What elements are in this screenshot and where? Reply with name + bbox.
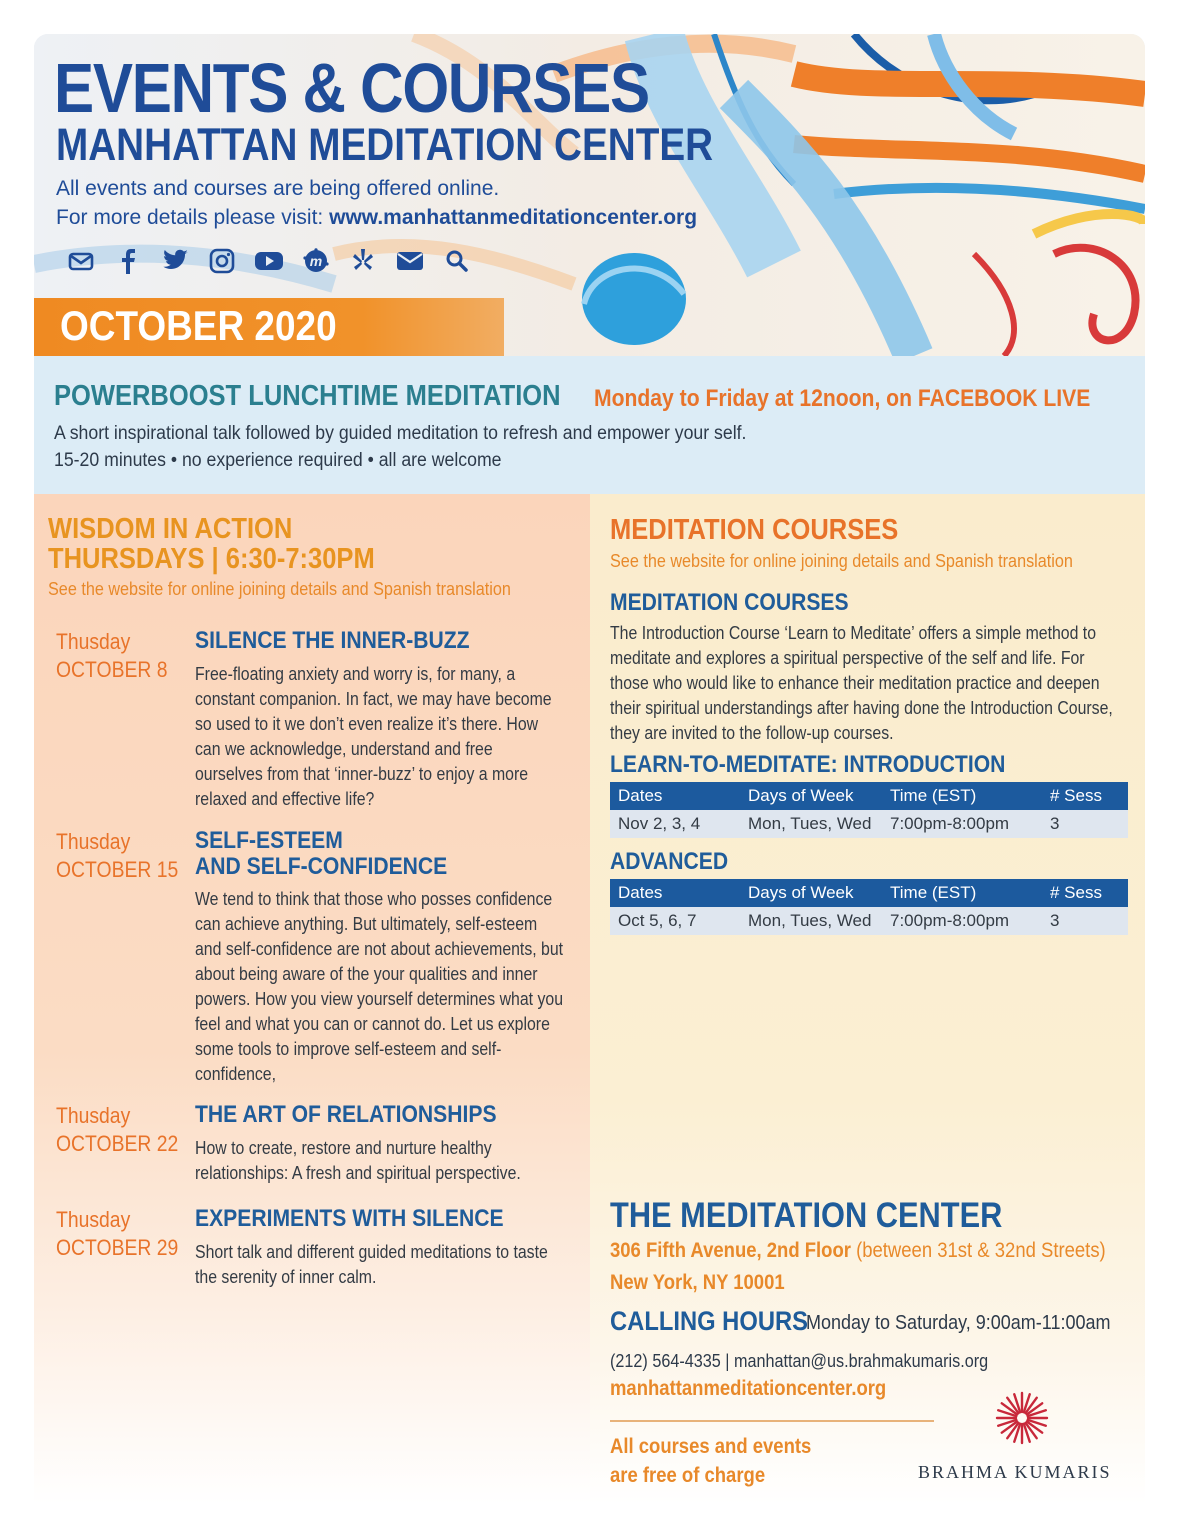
table-header: Dates: [618, 883, 663, 902]
visit-prefix: For more details please visit:: [56, 206, 330, 229]
center-title: THE MEDITATION CENTER: [610, 1196, 1003, 1235]
page-title: EVENTS & COURSES: [54, 49, 649, 127]
advanced-course-table: [610, 879, 1128, 935]
table-cell: Nov 2, 3, 4: [618, 814, 701, 833]
youtube-icon[interactable]: [254, 246, 284, 276]
table-cell: Mon, Tues, Wed: [748, 814, 872, 833]
month-label: OCTOBER 2020: [60, 302, 337, 349]
table-header-row: [610, 879, 1128, 907]
event-date: [56, 628, 168, 684]
divider: [610, 1420, 934, 1422]
table-cell: 3: [1050, 911, 1060, 930]
table-header: Days of Week: [748, 786, 854, 805]
wisdom-title: [48, 514, 375, 574]
event-date-label: OCTOBER 22: [56, 1131, 179, 1156]
center-address: [610, 1239, 1106, 1263]
page-subtitle: MANHATTAN MEDITATION CENTER: [56, 119, 714, 170]
intro-course-table: [610, 782, 1128, 838]
wisdom-in-action-column: [34, 494, 590, 1504]
social-icons: [66, 246, 472, 276]
event-day: Thusday: [56, 629, 131, 654]
table-header: Days of Week: [748, 883, 854, 902]
event-title-line2: AND SELF-CONFIDENCE: [195, 853, 448, 880]
table-header: # Sess: [1050, 786, 1102, 805]
meetup-icon[interactable]: [301, 246, 331, 276]
calling-hours-label: CALLING HOURS: [610, 1306, 808, 1336]
courses-description: The Introduction Course ‘Learn to Meditate’ offers a simple method to meditate and explores a spiritual perspective of the self and life. For those who would like to enhance their meditation practice and deepen their spiritual understandings after having done the Introduction Course, they are invited to the follow-up courses.: [610, 623, 1113, 743]
table-cell: 7:00pm-8:00pm: [890, 814, 1010, 833]
center-city: New York, NY 10001: [610, 1271, 785, 1294]
event-date-label: OCTOBER 8: [56, 657, 168, 682]
event-day: Thusday: [56, 1207, 131, 1232]
table-row: [610, 810, 1128, 838]
website-link[interactable]: manhattanmeditationcenter.org: [610, 1377, 887, 1400]
powerboost-title: POWERBOOST LUNCHTIME MEDITATION: [54, 380, 561, 412]
courses-title: MEDITATION COURSES: [610, 514, 899, 546]
header-banner: [34, 34, 1145, 356]
visit-line: [56, 206, 697, 230]
wisdom-note: See the website for online joining details and Spanish translation: [48, 579, 511, 599]
contact-info[interactable]: (212) 564-4335 | manhattan@us.brahmakumaris.org: [610, 1351, 989, 1371]
event-description: We tend to think that those who posses confidence can achieve anything. But ultimately, self-esteem and self-confidence are not about achievements, but about being aware of the your qualities and inner powers. How you view yourself determines what you feel and what you can or cannot do. Let us explore some tools to improve self-esteem and self-confidence,: [195, 889, 564, 1084]
powerboost-section: [34, 356, 1145, 494]
free-of-charge-note: [610, 1432, 811, 1490]
instagram-icon[interactable]: [207, 246, 237, 276]
event-title: EXPERIMENTS WITH SILENCE: [195, 1205, 504, 1232]
street-address: 306 Fifth Avenue, 2nd Floor: [610, 1239, 851, 1262]
event-date: [56, 1102, 178, 1158]
table-header: # Sess: [1050, 883, 1102, 902]
brahma-kumaris-logo-icon: [994, 1390, 1050, 1446]
powerboost-details: 15-20 minutes • no experience required • all are welcome: [54, 450, 502, 471]
table-header: Dates: [618, 786, 663, 805]
event-title: [195, 828, 447, 880]
event-day: Thusday: [56, 1103, 131, 1128]
event-date-label: OCTOBER 29: [56, 1235, 179, 1260]
yelp-icon[interactable]: [348, 246, 378, 276]
wisdom-title-line1: WISDOM IN ACTION: [48, 513, 293, 545]
online-note: All events and courses are being offered online.: [56, 177, 500, 200]
powerboost-schedule: Monday to Friday at 12noon, on FACEBOOK LIVE: [594, 385, 1091, 412]
courses-note: See the website for online joining details and Spanish translation: [610, 551, 1073, 571]
event-day: Thusday: [56, 829, 131, 854]
website-link[interactable]: www.manhattanmeditationcenter.org: [329, 206, 698, 229]
mail-icon[interactable]: [395, 246, 425, 276]
table-row: [610, 907, 1128, 935]
wisdom-title-line2: THURSDAYS | 6:30-7:30PM: [48, 543, 375, 575]
event-title-line1: SELF-ESTEEM: [195, 827, 343, 854]
search-icon[interactable]: [442, 246, 472, 276]
event-description: Free-floating anxiety and worry is, for many, a constant companion. In fact, we may have become so used to it we don’t even realize it’s there. How can we acknowledge, understand and free ourselves from that ‘inner-buzz’ to enjoy a more relaxed and effective life?: [195, 664, 552, 809]
table-header-row: [610, 782, 1128, 810]
free-note-line2: are free of charge: [610, 1464, 766, 1487]
courses-subtitle: MEDITATION COURSES: [610, 589, 849, 616]
table-cell: 7:00pm-8:00pm: [890, 911, 1010, 930]
table-cell: Oct 5, 6, 7: [618, 911, 697, 930]
address-note: (between 31st & 32nd Streets): [850, 1239, 1106, 1262]
table-header: Time (EST): [890, 883, 977, 902]
event-date: [56, 828, 178, 884]
event-title: THE ART OF RELATIONSHIPS: [195, 1101, 497, 1128]
free-note-line1: All courses and events: [610, 1435, 812, 1458]
email-icon[interactable]: [66, 246, 96, 276]
event-date: [56, 1206, 178, 1262]
event-title: SILENCE THE INNER-BUZZ: [195, 627, 470, 654]
facebook-icon[interactable]: [113, 246, 143, 276]
table-cell: Mon, Tues, Wed: [748, 911, 872, 930]
svg-text:m: m: [309, 253, 323, 269]
twitter-icon[interactable]: [160, 246, 190, 276]
calling-hours-value: Monday to Saturday, 9:00am-11:00am: [806, 1312, 1111, 1334]
advanced-course-title: ADVANCED: [610, 848, 729, 875]
event-description: How to create, restore and nurture healthy relationships: A fresh and spiritual perspective.: [195, 1138, 521, 1183]
courses-column: [590, 494, 1145, 1504]
table-cell: 3: [1050, 814, 1060, 833]
intro-course-title: LEARN-TO-MEDITATE: INTRODUCTION: [610, 751, 1006, 778]
powerboost-description: A short inspirational talk followed by guided meditation to refresh and empower your self.: [54, 423, 747, 444]
table-header: Time (EST): [890, 786, 977, 805]
organization-name: BRAHMA KUMARIS: [918, 1462, 1112, 1482]
event-description: Short talk and different guided meditations to taste the serenity of inner calm.: [195, 1242, 548, 1287]
event-date-label: OCTOBER 15: [56, 857, 179, 882]
